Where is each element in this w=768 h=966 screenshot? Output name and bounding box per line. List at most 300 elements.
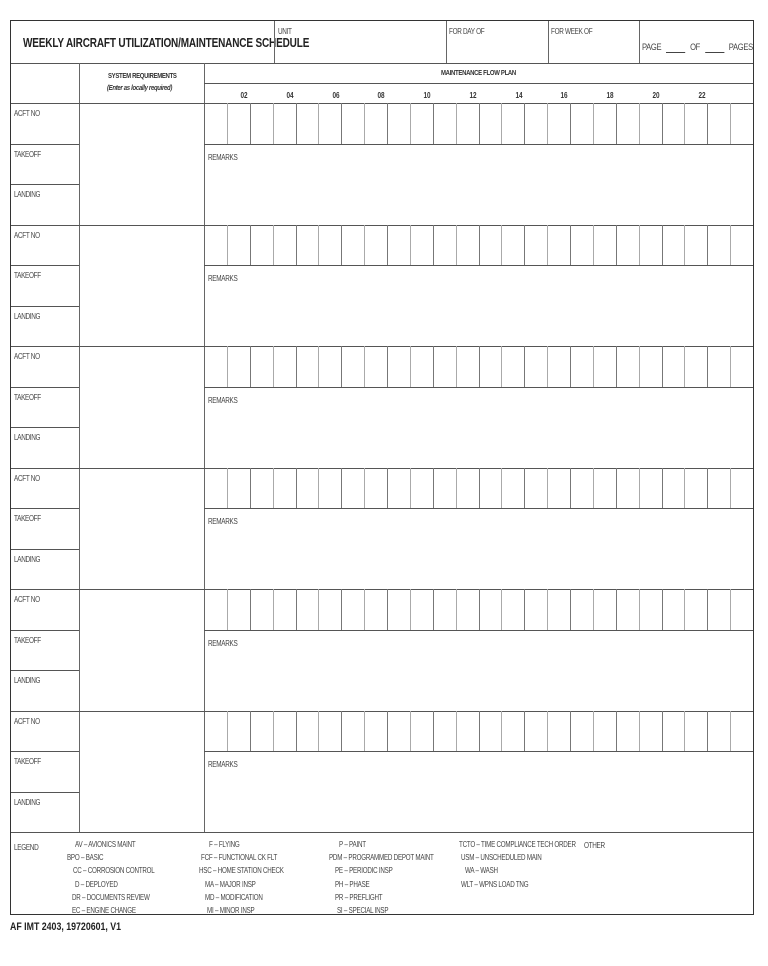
divider bbox=[639, 711, 640, 752]
hour-slot[interactable] bbox=[730, 346, 753, 387]
landing-field[interactable] bbox=[11, 792, 79, 833]
hour-slot[interactable] bbox=[662, 711, 685, 752]
acft-no-label: ACFT NO bbox=[14, 352, 40, 361]
legend-item: TCTO – TIME COMPLIANCE TECH ORDER bbox=[459, 840, 576, 849]
divider bbox=[570, 225, 571, 266]
hour-slot[interactable] bbox=[707, 589, 730, 630]
divider bbox=[273, 225, 274, 266]
hour-slot[interactable] bbox=[593, 589, 616, 630]
hour-slot[interactable] bbox=[639, 589, 662, 630]
legend-item: MI – MINOR INSP bbox=[207, 906, 255, 915]
system-requirements-field[interactable] bbox=[80, 225, 204, 347]
hour-slot[interactable] bbox=[684, 589, 707, 630]
hour-slot[interactable] bbox=[524, 103, 547, 144]
divider bbox=[479, 225, 480, 266]
hour-slot[interactable] bbox=[227, 346, 250, 387]
system-requirements-field[interactable] bbox=[80, 103, 204, 225]
remarks-field[interactable] bbox=[205, 630, 753, 711]
hour-slot[interactable] bbox=[318, 589, 341, 630]
total-pages-field[interactable] bbox=[705, 43, 724, 53]
hour-slot[interactable] bbox=[318, 468, 341, 509]
of-label: OF bbox=[690, 42, 700, 53]
landing-label: LANDING bbox=[14, 797, 41, 807]
divider bbox=[318, 589, 319, 630]
hour-slot[interactable] bbox=[341, 468, 364, 509]
legend-item: PH – PHASE bbox=[335, 879, 370, 889]
hour-slot[interactable] bbox=[639, 103, 662, 144]
hour-label: 18 bbox=[606, 91, 614, 100]
hour-slot[interactable] bbox=[593, 346, 616, 387]
hour-slot[interactable] bbox=[616, 103, 639, 144]
hour-slot[interactable] bbox=[547, 468, 570, 509]
hour-slot[interactable] bbox=[296, 711, 319, 752]
hour-slot[interactable] bbox=[456, 346, 479, 387]
hour-slot[interactable] bbox=[707, 346, 730, 387]
hour-slot[interactable] bbox=[387, 468, 410, 509]
hour-slot[interactable] bbox=[593, 711, 616, 752]
remarks-field[interactable] bbox=[205, 265, 753, 346]
for-week-of-label: FOR WEEK OF bbox=[551, 27, 593, 36]
hour-slot[interactable] bbox=[501, 225, 524, 266]
hour-slot[interactable] bbox=[456, 589, 479, 630]
divider bbox=[341, 468, 342, 509]
hour-label: 08 bbox=[377, 91, 385, 100]
hour-slot[interactable] bbox=[273, 225, 296, 266]
hour-slot[interactable] bbox=[204, 468, 227, 509]
hour-slot[interactable] bbox=[273, 103, 296, 144]
remarks-label: REMARKS bbox=[208, 760, 238, 769]
hour-slot[interactable] bbox=[296, 103, 319, 144]
legend-item: MA – MAJOR INSP bbox=[205, 879, 256, 889]
hour-slot[interactable] bbox=[684, 103, 707, 144]
divider bbox=[410, 711, 411, 752]
hour-slot[interactable] bbox=[684, 468, 707, 509]
takeoff-label: TAKEOFF bbox=[14, 392, 41, 402]
acft-no-field[interactable] bbox=[11, 103, 79, 144]
hour-slot[interactable] bbox=[387, 103, 410, 144]
takeoff-label: TAKEOFF bbox=[14, 635, 41, 645]
divider bbox=[662, 468, 663, 509]
hour-slot[interactable] bbox=[662, 346, 685, 387]
acft-no-label: ACFT NO bbox=[14, 109, 40, 118]
divider bbox=[616, 589, 617, 630]
divider bbox=[570, 346, 571, 387]
takeoff-field[interactable] bbox=[11, 508, 79, 549]
divider bbox=[547, 468, 548, 509]
divider bbox=[410, 103, 411, 144]
hour-slot[interactable] bbox=[570, 711, 593, 752]
divider bbox=[707, 589, 708, 630]
hour-slot[interactable] bbox=[341, 346, 364, 387]
divider bbox=[662, 103, 663, 144]
divider bbox=[296, 346, 297, 387]
hour-slot[interactable] bbox=[410, 225, 433, 266]
legend-item: CC – CORROSION CONTROL bbox=[73, 866, 155, 876]
hour-slot[interactable] bbox=[273, 589, 296, 630]
divider bbox=[639, 346, 640, 387]
divider bbox=[410, 589, 411, 630]
hour-slot[interactable] bbox=[456, 103, 479, 144]
hour-slot[interactable] bbox=[570, 468, 593, 509]
hour-slot[interactable] bbox=[684, 711, 707, 752]
acft-no-field[interactable] bbox=[11, 589, 79, 630]
hour-slot[interactable] bbox=[662, 103, 685, 144]
system-requirements-field[interactable] bbox=[80, 468, 204, 590]
divider bbox=[593, 468, 594, 509]
hour-slot[interactable] bbox=[730, 711, 753, 752]
hour-slot[interactable] bbox=[501, 711, 524, 752]
hour-slot[interactable] bbox=[341, 711, 364, 752]
hour-slot[interactable] bbox=[547, 103, 570, 144]
hour-slot[interactable] bbox=[296, 346, 319, 387]
divider bbox=[662, 346, 663, 387]
hour-slot[interactable] bbox=[204, 225, 227, 266]
divider bbox=[433, 468, 434, 509]
hour-slot[interactable] bbox=[730, 225, 753, 266]
hour-slot[interactable] bbox=[707, 103, 730, 144]
hour-slot[interactable] bbox=[479, 468, 502, 509]
hour-slot[interactable] bbox=[410, 468, 433, 509]
hour-slot[interactable] bbox=[433, 589, 456, 630]
divider bbox=[547, 711, 548, 752]
hour-slot[interactable] bbox=[456, 711, 479, 752]
hour-slot[interactable] bbox=[364, 468, 387, 509]
hour-slot[interactable] bbox=[730, 103, 753, 144]
takeoff-field[interactable] bbox=[11, 630, 79, 671]
hour-slot[interactable] bbox=[410, 711, 433, 752]
hour-slot[interactable] bbox=[227, 103, 250, 144]
hour-slot[interactable] bbox=[501, 346, 524, 387]
divider bbox=[616, 346, 617, 387]
hour-slot[interactable] bbox=[730, 589, 753, 630]
landing-label: LANDING bbox=[14, 554, 41, 564]
hour-slot[interactable] bbox=[479, 225, 502, 266]
divider bbox=[707, 468, 708, 509]
divider bbox=[456, 103, 457, 144]
takeoff-label: TAKEOFF bbox=[14, 757, 41, 766]
hour-slot[interactable] bbox=[593, 103, 616, 144]
hour-slot[interactable] bbox=[387, 589, 410, 630]
divider bbox=[501, 225, 502, 266]
hour-slot[interactable] bbox=[707, 225, 730, 266]
hour-slot[interactable] bbox=[318, 103, 341, 144]
divider bbox=[684, 711, 685, 752]
divider bbox=[364, 346, 365, 387]
hour-slot[interactable] bbox=[684, 346, 707, 387]
hour-slot[interactable] bbox=[364, 589, 387, 630]
hour-slot[interactable] bbox=[501, 589, 524, 630]
hour-slot[interactable] bbox=[250, 589, 273, 630]
hour-slot[interactable] bbox=[501, 468, 524, 509]
acft-no-label: ACFT NO bbox=[14, 716, 40, 726]
divider bbox=[479, 103, 480, 144]
divider bbox=[730, 468, 731, 509]
hour-slot[interactable] bbox=[296, 225, 319, 266]
hour-slot[interactable] bbox=[433, 346, 456, 387]
hour-slot[interactable] bbox=[593, 468, 616, 509]
acft-no-field[interactable] bbox=[11, 346, 79, 387]
divider bbox=[662, 711, 663, 752]
acft-no-field[interactable] bbox=[11, 468, 79, 509]
divider bbox=[707, 103, 708, 144]
hour-slot[interactable] bbox=[616, 468, 639, 509]
hour-slot[interactable] bbox=[227, 589, 250, 630]
divider bbox=[707, 346, 708, 387]
system-requirements-field[interactable] bbox=[80, 589, 204, 711]
divider bbox=[364, 711, 365, 752]
hour-slot[interactable] bbox=[296, 468, 319, 509]
hour-slot[interactable] bbox=[616, 711, 639, 752]
hour-slot[interactable] bbox=[318, 346, 341, 387]
hour-label: 14 bbox=[514, 91, 523, 100]
legend-item: AV – AVIONICS MAINT bbox=[75, 840, 136, 849]
divider bbox=[524, 225, 525, 266]
legend-item: FCF – FUNCTIONAL CK FLT bbox=[201, 853, 278, 863]
legend-item: P – PAINT bbox=[339, 840, 366, 849]
divider bbox=[433, 103, 434, 144]
for-day-of-field[interactable] bbox=[447, 21, 548, 63]
hour-slot[interactable] bbox=[662, 468, 685, 509]
legend-label: LEGEND bbox=[14, 843, 39, 852]
legend-item: BPO – BASIC bbox=[67, 853, 104, 863]
hour-slot[interactable] bbox=[250, 711, 273, 752]
landing-field[interactable] bbox=[11, 549, 79, 590]
takeoff-field[interactable] bbox=[11, 387, 79, 428]
hour-slot[interactable] bbox=[570, 225, 593, 266]
divider bbox=[570, 589, 571, 630]
hour-slot[interactable] bbox=[433, 711, 456, 752]
remarks-field[interactable] bbox=[205, 387, 753, 468]
hour-slot[interactable] bbox=[479, 711, 502, 752]
landing-label: LANDING bbox=[14, 190, 41, 199]
divider bbox=[616, 225, 617, 266]
divider bbox=[639, 225, 640, 266]
divider bbox=[318, 711, 319, 752]
hour-slot[interactable] bbox=[250, 468, 273, 509]
legend-other-label: OTHER bbox=[584, 841, 605, 850]
hour-label: 06 bbox=[331, 91, 340, 100]
divider bbox=[593, 589, 594, 630]
hour-slot[interactable] bbox=[524, 589, 547, 630]
hour-slot[interactable] bbox=[707, 711, 730, 752]
landing-field[interactable] bbox=[11, 184, 79, 225]
hour-slot[interactable] bbox=[410, 103, 433, 144]
divider bbox=[479, 468, 480, 509]
divider bbox=[364, 468, 365, 509]
hour-slot[interactable] bbox=[639, 711, 662, 752]
hour-slot[interactable] bbox=[387, 225, 410, 266]
hour-slot[interactable] bbox=[341, 103, 364, 144]
unit-field[interactable] bbox=[275, 21, 446, 63]
hour-slot[interactable] bbox=[387, 346, 410, 387]
divider bbox=[364, 225, 365, 266]
divider bbox=[479, 346, 480, 387]
hour-slot[interactable] bbox=[639, 468, 662, 509]
remarks-field[interactable] bbox=[205, 144, 753, 225]
unit-label: UNIT bbox=[278, 27, 292, 36]
divider bbox=[570, 468, 571, 509]
divider bbox=[479, 589, 480, 630]
hour-slot[interactable] bbox=[639, 225, 662, 266]
divider bbox=[524, 468, 525, 509]
divider bbox=[547, 589, 548, 630]
acft-no-field[interactable] bbox=[11, 225, 79, 266]
divider bbox=[296, 589, 297, 630]
hour-slot[interactable] bbox=[662, 225, 685, 266]
hour-slot[interactable] bbox=[273, 711, 296, 752]
legend-item: SI – SPECIAL INSP bbox=[337, 906, 389, 915]
hour-slot[interactable] bbox=[364, 225, 387, 266]
for-day-of-label: FOR DAY OF bbox=[449, 27, 485, 36]
divider bbox=[273, 103, 274, 144]
divider bbox=[318, 103, 319, 144]
hour-slot[interactable] bbox=[616, 225, 639, 266]
hour-slot[interactable] bbox=[433, 103, 456, 144]
divider bbox=[250, 468, 251, 509]
system-requirements-field[interactable] bbox=[80, 711, 204, 833]
page-counter bbox=[642, 42, 753, 53]
divider bbox=[730, 589, 731, 630]
hour-slot[interactable] bbox=[204, 711, 227, 752]
divider bbox=[296, 468, 297, 509]
divider bbox=[296, 711, 297, 752]
divider bbox=[456, 468, 457, 509]
hour-slot[interactable] bbox=[547, 346, 570, 387]
hour-slot[interactable] bbox=[593, 225, 616, 266]
hour-slot[interactable] bbox=[730, 468, 753, 509]
takeoff-field[interactable] bbox=[11, 751, 79, 792]
legend-item: PR – PREFLIGHT bbox=[335, 892, 383, 902]
hour-slot[interactable] bbox=[227, 711, 250, 752]
hour-slot[interactable] bbox=[250, 225, 273, 266]
hour-slot[interactable] bbox=[341, 225, 364, 266]
divider bbox=[730, 346, 731, 387]
hour-slot[interactable] bbox=[341, 589, 364, 630]
hour-slot[interactable] bbox=[639, 346, 662, 387]
hour-slot[interactable] bbox=[364, 346, 387, 387]
hour-slot[interactable] bbox=[684, 225, 707, 266]
maintenance-flow-plan-header: MAINTENANCE FLOW PLAN bbox=[441, 68, 516, 77]
divider bbox=[227, 103, 228, 144]
hour-slot[interactable] bbox=[273, 468, 296, 509]
remarks-label: REMARKS bbox=[208, 395, 238, 405]
divider bbox=[501, 468, 502, 509]
hour-slot[interactable] bbox=[318, 225, 341, 266]
takeoff-field[interactable] bbox=[11, 144, 79, 185]
legend-item: F – FLYING bbox=[209, 840, 240, 849]
hour-slot[interactable] bbox=[456, 468, 479, 509]
hour-slot[interactable] bbox=[570, 103, 593, 144]
divider bbox=[593, 103, 594, 144]
landing-field[interactable] bbox=[11, 427, 79, 468]
hour-slot[interactable] bbox=[296, 589, 319, 630]
hour-slot[interactable] bbox=[204, 589, 227, 630]
hour-label: 04 bbox=[286, 91, 294, 100]
hour-slot[interactable] bbox=[479, 589, 502, 630]
for-week-of-field[interactable] bbox=[549, 21, 639, 63]
hour-slot[interactable] bbox=[524, 225, 547, 266]
divider bbox=[387, 589, 388, 630]
hour-slot[interactable] bbox=[662, 589, 685, 630]
hour-slot[interactable] bbox=[250, 103, 273, 144]
page-label: PAGE bbox=[642, 42, 662, 53]
hour-slot[interactable] bbox=[227, 225, 250, 266]
divider bbox=[456, 346, 457, 387]
system-requirements-field[interactable] bbox=[80, 346, 204, 468]
legend-item: MD – MODIFICATION bbox=[205, 892, 263, 902]
hour-slot[interactable] bbox=[570, 589, 593, 630]
divider bbox=[11, 63, 753, 64]
hour-slot[interactable] bbox=[501, 103, 524, 144]
divider bbox=[616, 711, 617, 752]
hour-slot[interactable] bbox=[524, 346, 547, 387]
remarks-field[interactable] bbox=[205, 508, 753, 589]
acft-no-field[interactable] bbox=[11, 711, 79, 752]
hour-slot[interactable] bbox=[479, 103, 502, 144]
hour-label: 02 bbox=[240, 91, 248, 100]
hour-slot[interactable] bbox=[524, 468, 547, 509]
takeoff-field[interactable] bbox=[11, 265, 79, 306]
legend-item: PE – PERIODIC INSP bbox=[335, 866, 393, 876]
hour-slot[interactable] bbox=[364, 103, 387, 144]
hour-slot[interactable] bbox=[387, 711, 410, 752]
hour-slot[interactable] bbox=[547, 589, 570, 630]
hour-slot[interactable] bbox=[616, 589, 639, 630]
hour-slot[interactable] bbox=[433, 468, 456, 509]
hour-slot[interactable] bbox=[410, 346, 433, 387]
landing-field[interactable] bbox=[11, 670, 79, 711]
remarks-field[interactable] bbox=[205, 751, 753, 832]
divider bbox=[227, 711, 228, 752]
pages-label: PAGES bbox=[728, 42, 753, 53]
hour-slot[interactable] bbox=[524, 711, 547, 752]
hour-slot[interactable] bbox=[547, 711, 570, 752]
divider bbox=[684, 589, 685, 630]
landing-label: LANDING bbox=[14, 311, 41, 321]
hour-slot[interactable] bbox=[227, 468, 250, 509]
page-number-field[interactable] bbox=[666, 43, 685, 53]
acft-no-label: ACFT NO bbox=[14, 230, 40, 240]
hour-slot[interactable] bbox=[318, 711, 341, 752]
divider bbox=[616, 103, 617, 144]
takeoff-label: TAKEOFF bbox=[14, 271, 41, 280]
divider bbox=[433, 589, 434, 630]
hour-slot[interactable] bbox=[570, 346, 593, 387]
hour-slot[interactable] bbox=[707, 468, 730, 509]
divider bbox=[250, 711, 251, 752]
hour-slot[interactable] bbox=[273, 346, 296, 387]
hour-slot[interactable] bbox=[364, 711, 387, 752]
divider bbox=[318, 468, 319, 509]
hour-label: 22 bbox=[697, 91, 706, 100]
hour-slot[interactable] bbox=[616, 346, 639, 387]
hour-slot[interactable] bbox=[204, 103, 227, 144]
divider bbox=[456, 589, 457, 630]
divider bbox=[227, 589, 228, 630]
hour-slot[interactable] bbox=[250, 346, 273, 387]
divider bbox=[387, 468, 388, 509]
divider bbox=[639, 468, 640, 509]
landing-field[interactable] bbox=[11, 306, 79, 347]
hour-slot[interactable] bbox=[547, 225, 570, 266]
divider bbox=[501, 589, 502, 630]
hour-slot[interactable] bbox=[204, 346, 227, 387]
hour-slot[interactable] bbox=[433, 225, 456, 266]
divider bbox=[547, 103, 548, 144]
hour-slot[interactable] bbox=[410, 589, 433, 630]
hour-slot[interactable] bbox=[456, 225, 479, 266]
hour-slot[interactable] bbox=[479, 346, 502, 387]
